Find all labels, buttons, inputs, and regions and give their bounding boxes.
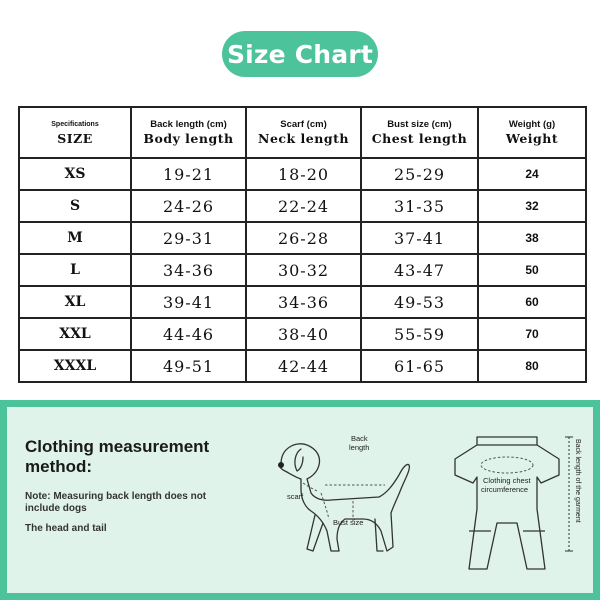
header-back-top: Back length (cm) [150,118,227,130]
cell-bust: 55-59 [361,318,478,350]
cell-weight: 24 [478,158,586,190]
cell-scarf: 30-32 [246,254,361,286]
cell-weight: 70 [478,318,586,350]
header-size-bottom: SIZE [57,130,93,146]
cell-scarf: 18-20 [246,158,361,190]
header-bust-bottom: Chest length [371,130,468,146]
table-row [19,254,586,286]
dog-nose [278,462,284,468]
cell-bust: 37-41 [361,222,478,254]
cell-bust: 31-35 [361,190,478,222]
size-chart-table [18,106,587,383]
method-note: Note: Measuring back length does not include dogs [25,491,207,514]
header-bust-top: Bust size (cm) [387,118,452,130]
cell-back-length: 49-51 [131,350,246,382]
header-scarf-bottom: Neck length [258,130,349,146]
header-bust [361,107,478,158]
cell-scarf: 42-44 [246,350,361,382]
table-header-row [19,107,586,158]
cell-weight: 38 [478,222,586,254]
table-row [19,350,586,382]
cell-scarf: 22-24 [246,190,361,222]
table-row [19,222,586,254]
page-title: Size Chart [222,31,378,77]
header-weight-top: Weight (g) [508,118,556,130]
chest-circumference-line [481,457,533,473]
dog-label-length: length [349,443,370,452]
header-size [19,107,131,158]
cell-size: S [19,190,131,222]
method-note-2: The head and tail [25,523,107,534]
cell-bust: 43-47 [361,254,478,286]
table-row [19,190,586,222]
dog-diagram [267,427,437,577]
cell-weight: 80 [478,350,586,382]
cell-bust: 61-65 [361,350,478,382]
measurement-panel [0,400,600,600]
table-row [19,318,586,350]
cell-scarf: 38-40 [246,318,361,350]
cell-back-length: 44-46 [131,318,246,350]
header-weight-bottom: Weight [505,130,559,146]
garment-diagram [447,419,587,594]
garment-label-chest-1: Clothing chest [483,476,531,485]
cell-bust: 49-53 [361,286,478,318]
cell-size: L [19,254,131,286]
header-back-length [131,107,246,158]
cell-weight: 60 [478,286,586,318]
cell-back-length: 29-31 [131,222,246,254]
cell-back-length: 19-21 [131,158,246,190]
header-weight [478,107,586,158]
header-scarf [246,107,361,158]
dog-label-bust: Bust size [333,518,364,527]
measurement-panel-inner [7,407,593,593]
cell-size: XL [19,286,131,318]
cell-weight: 50 [478,254,586,286]
cell-back-length: 24-26 [131,190,246,222]
cell-size: M [19,222,131,254]
cell-weight: 32 [478,190,586,222]
garment-label-back-length: Back length of the garment [574,439,581,523]
cell-back-length: 34-36 [131,254,246,286]
dog-label-scarf: scarf [287,492,304,501]
table-row [19,286,586,318]
cell-size: XXL [19,318,131,350]
cell-bust: 25-29 [361,158,478,190]
garment-label-chest-2: circumference [481,485,529,494]
header-scarf-top: Scarf (cm) [280,118,327,130]
table-row [19,158,586,190]
cell-back-length: 39-41 [131,286,246,318]
cell-size: XS [19,158,131,190]
dog-label-back: Back [351,434,368,443]
cell-size: XXXL [19,350,131,382]
header-back-bottom: Body length [143,130,234,146]
method-title: Clothing measurement method: [25,437,210,476]
cell-scarf: 26-28 [246,222,361,254]
cell-scarf: 34-36 [246,286,361,318]
header-size-top: Specifications [51,120,99,128]
